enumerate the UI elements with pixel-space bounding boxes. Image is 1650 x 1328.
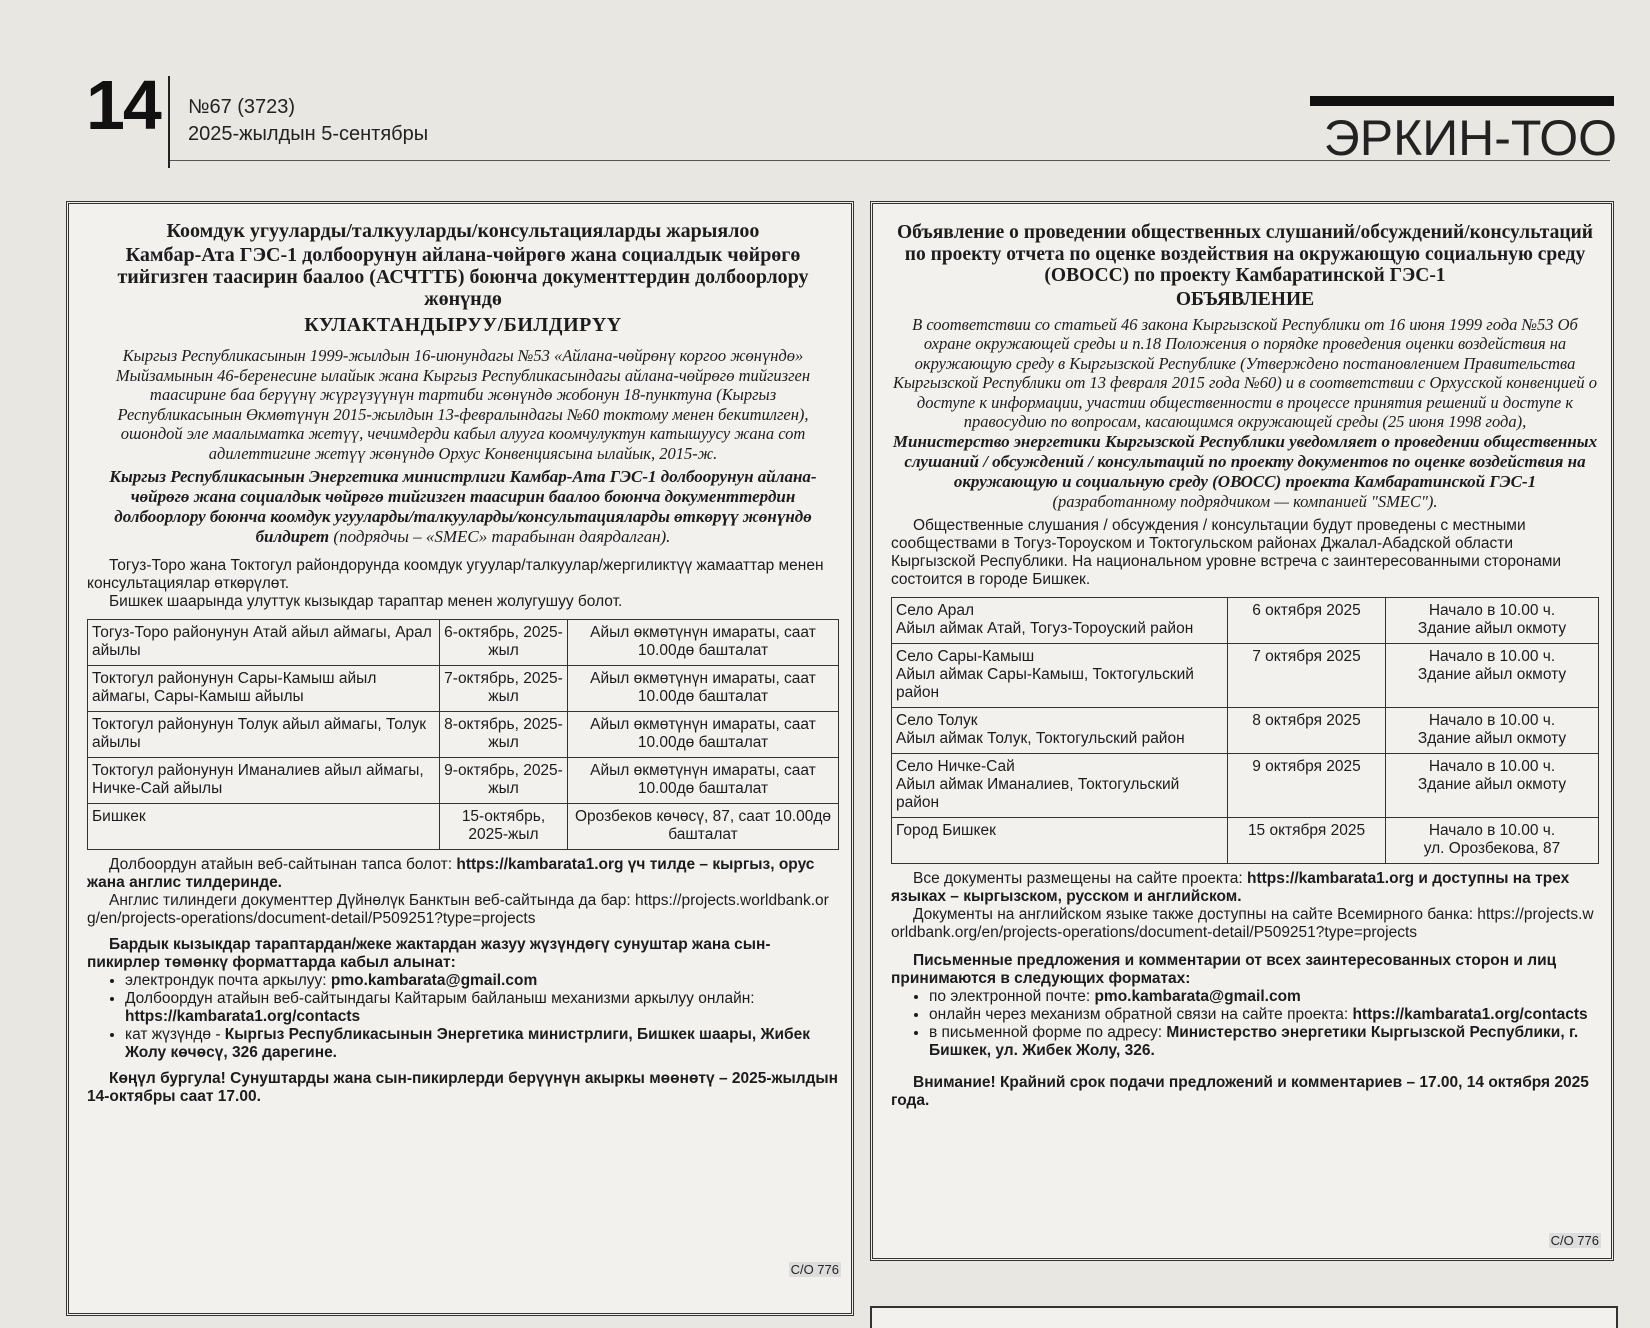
schedule-place: Бишкек — [88, 804, 440, 850]
schedule-venue: Начало в 10.00 ч. Здание айыл окмоту — [1386, 598, 1599, 644]
kg-ministry-text: Кыргыз Республикасынын Энергетика министрлиги Камбар-Ата ГЭС-1 долбоорунун айлана-чөйрөгө жана социалдык чөйрөгө тийгизген таасирин баалоо боюнча документтердин долбоорлору боюнча коомдук угууларды/талкууларды/консультацияларды өткөрүү жөнүндө билдирет — [109, 467, 817, 546]
format-item — [929, 1024, 1599, 1060]
ru-ad-code: С/О 776 — [1550, 1233, 1599, 1248]
kg-proposals-title: Бардык кызыкдар тараптардан/жеке жактардан жазуу жүзүндөгү сунуштар жана сын-пикирлер төмөнкү форматтарда кабыл алынат: — [87, 936, 771, 971]
schedule-place: Токтогул районунун Иманалиев айыл аймагы, Ничке-Сай айылы — [88, 758, 440, 804]
schedule-date: 7 октября 2025 — [1228, 644, 1386, 708]
format-value[interactable]: https://kambarata1.org/contacts — [125, 1008, 361, 1025]
schedule-venue: Орозбеков көчөсү, 87, саат 10.00дө башталат — [568, 804, 839, 850]
issue-number: №67 (3723) — [188, 96, 296, 118]
schedule-date: 6-октябрь, 2025-жыл — [440, 620, 568, 666]
ru-deadline: Внимание! Крайний срок подачи предложений и комментариев – 17.00, 14 октября 2025 года. — [891, 1074, 1589, 1109]
issue-info — [188, 94, 428, 148]
kg-notice-heading: КУЛАКТАНДЫРУУ/БИЛДИРҮҮ — [304, 314, 622, 336]
schedule-date: 15 октября 2025 — [1228, 818, 1386, 864]
kg-para-national: Бишкек шаарында улуттук кызыкдар тараптар менен жолугушуу болот. — [109, 593, 623, 610]
kg-deadline: Көңүл бургула! Сунуштарды жана сын-пикирлерди берүүнүн акыркы мөөнөтү – 2025-жылдын 14-октябры саат 17.00. — [87, 1070, 839, 1105]
ru-title: Объявление о проведении общественных слушаний/обсуждений/консультаций по проекту отчета по оценке воздействия на окружающую социальную среду (ОВОСС) по проекту Камбаратинской ГЭС-1 — [896, 222, 1594, 286]
masthead-bar — [1310, 96, 1614, 106]
ru-contractor: (разработанному подрядчиком — компанией "SMEC"). — [1052, 491, 1438, 511]
format-value: Министерство энергетики Кыргызской Республики, г. Бишкек, ул. Жибек Жолу, 326. — [929, 1024, 1579, 1059]
format-label: онлайн через механизм обратной связи на сайте проекта: — [929, 1006, 1353, 1023]
kg-ministry-statement — [87, 467, 839, 547]
schedule-place: Токтогул районунун Толук айыл аймагы, Толук айылы — [88, 712, 440, 758]
format-label: Долбоордун атайын веб-сайтындагы Кайтарым байланыш механизми аркылуу онлайн: — [125, 990, 755, 1007]
schedule-venue: Айыл өкмөтүнүн имараты, саат 10.00дө башталат — [568, 620, 839, 666]
kg-ad-code: С/О 776 — [790, 1262, 839, 1277]
format-item — [929, 988, 1599, 1006]
kg-schedule-table — [87, 619, 839, 850]
schedule-place: Город Бишкек — [892, 818, 1228, 864]
schedule-row — [892, 818, 1599, 864]
kg-legal-basis: Кыргыз Республикасынын 1999-жылдын 16-июнундагы №53 «Айлана-чөйрөнү коргоо жөнүндө» Мыйзамынын 46-беренесине ылайык жана Кыргыз Республикасындагы айлана-чөйрөгө тийгизген таасирине баа берүүнү жүргүзүүнүн тартиби жөнүндө жобонун 18-пунктуна (Кыргыз Республикасынын Өкмөтүнүн 2015-жылдын 13-февралындагы №60 токтому менен бекитилген), ошондой эле маалыматка жетүү, чечимдерди кабыл алууга коомчулуктун катышуусу жана сот адилеттигине жетүү жөнүндө Орхус Конвенциясына ылайык, 2015-ж. — [115, 346, 811, 463]
ru-ministry-statement: Министерство энергетики Кыргызской Республики уведомляет о проведении общественных слушаний / обсуждений / консультаций по проекту документов по оценке воздействия на окружающую и социальную среду (ОВОСС) проекта Камбаратинской ГЭС-1 — [892, 431, 1598, 491]
kg-site-info — [87, 856, 839, 892]
format-item — [125, 972, 839, 990]
ru-proposals-title: Письменные предложения и комментарии от всех заинтересованных сторон и лиц принимаются в следующих форматах: — [891, 952, 1557, 987]
kg-contractor: (подрядчы – «SMEC» тарабынан даярдалган). — [333, 527, 671, 546]
ru-site-link[interactable]: https://kambarata1.org и доступны на трех языках – кыргызском, русском и английском. — [891, 870, 1570, 905]
schedule-venue: Начало в 10.00 ч. Здание айыл окмоту — [1386, 708, 1599, 754]
kg-site-prefix: Долбоордун атайын веб-сайтынан тапса болот: — [109, 856, 457, 873]
schedule-date: 7-октябрь, 2025-жыл — [440, 666, 568, 712]
kg-formats-list — [87, 972, 839, 1062]
schedule-row — [88, 804, 839, 850]
schedule-date: 9-октябрь, 2025-жыл — [440, 758, 568, 804]
format-label: кат жүзүндө - — [125, 1026, 225, 1043]
page-number: 14 — [86, 66, 160, 144]
format-label: в письменной форме по адресу: — [929, 1024, 1167, 1041]
masthead: ЭРКИН-ТОО — [1323, 110, 1617, 166]
schedule-row — [88, 758, 839, 804]
kg-site-link[interactable]: https://kambarata1.org үч тилде – кыргыз, орус жана англис тилдеринде. — [87, 856, 815, 891]
format-label: электрондук почта аркылуу: — [125, 972, 331, 989]
schedule-row — [892, 708, 1599, 754]
format-item — [929, 1006, 1599, 1024]
format-value[interactable]: pmo.kambarata@gmail.com — [330, 972, 538, 989]
schedule-venue: Айыл өкмөтүнүн имараты, саат 10.00дө башталат — [568, 758, 839, 804]
schedule-venue: Начало в 10.00 ч. ул. Орозбекова, 87 — [1386, 818, 1599, 864]
format-label: по электронной почте: — [929, 988, 1095, 1005]
format-value: Кыргыз Республикасынын Энергетика министрлиги, Бишкек шаары, Жибек Жолу көчөсү, 326 дарегине. — [125, 1026, 810, 1061]
ru-para-hearings: Общественные слушания / обсуждения / консультации будут проведены с местными сообществами в Тогуз-Тороуском и Токтогульском районах Джалал-Абадской области Кыргызской Республики. На национальном уровне встреча с заинтересованными сторонами состоится в городе Бишкек. — [891, 517, 1562, 588]
announcement-russian — [870, 201, 1614, 1261]
issue-date: 2025-жылдын 5-сентябры — [188, 123, 429, 145]
schedule-row — [88, 620, 839, 666]
schedule-row — [892, 754, 1599, 818]
announcement-kyrgyz — [66, 201, 854, 1316]
schedule-venue: Начало в 10.00 ч. Здание айыл окмоту — [1386, 644, 1599, 708]
format-value[interactable]: https://kambarata1.org/contacts — [1352, 1006, 1588, 1023]
schedule-place: Село Сары-Камыш Айыл аймак Сары-Камыш, Токтогульский район — [892, 644, 1228, 708]
schedule-place: Село Толук Айыл аймак Толук, Токтогульский район — [892, 708, 1228, 754]
schedule-place: Село Арал Айыл аймак Атай, Тогуз-Тороуский район — [892, 598, 1228, 644]
schedule-date: 8-октябрь, 2025-жыл — [440, 712, 568, 758]
ru-legal-basis: В соответствии со статьей 46 закона Кыргызской Республики от 16 июня 1999 года №53 Об охране окружающей среды и п.18 Положения о порядке проведения оценки воздействия на окружающую среду в Кыргызской Республике (Утверждено постановлением Правительства Кыргызской Республики от 13 февраля 2015 года №60) и в соответствии с Орхусской конвенцией о доступе к информации, участии общественности в процессе принятия решений и доступе к правосудию по вопросам, касающимся окружающей среды (25 июня 1998 года), — [893, 314, 1597, 431]
kg-worldbank-info: Англис тилиндеги документтер Дүйнөлүк Банктын веб-сайтында да бар: https://projects.worldbank.org/en/projects-operations/document-detail/P509251?type=projects — [87, 892, 829, 927]
format-item — [125, 990, 839, 1026]
format-value[interactable]: pmo.kambarata@gmail.com — [1094, 988, 1301, 1005]
ru-formats-list — [891, 988, 1599, 1060]
ru-site-prefix: Все документы размещены на сайте проекта: — [913, 870, 1247, 887]
ru-site-info — [891, 870, 1599, 906]
schedule-venue: Айыл өкмөтүнүн имараты, саат 10.00дө башталат — [568, 666, 839, 712]
format-item — [125, 1026, 839, 1062]
schedule-date: 15-октябрь, 2025-жыл — [440, 804, 568, 850]
schedule-row — [892, 644, 1599, 708]
schedule-venue: Начало в 10.00 ч. Здание айыл окмоту — [1386, 754, 1599, 818]
schedule-place: Токтогул районунун Сары-Камыш айыл аймагы, Сары-Камыш айылы — [88, 666, 440, 712]
schedule-row — [88, 712, 839, 758]
schedule-place: Село Ничке-Сай Айыл аймак Иманалиев, Токтогульский район — [892, 754, 1228, 818]
next-ad-edge — [870, 1306, 1618, 1328]
schedule-row — [88, 666, 839, 712]
schedule-date: 8 октября 2025 — [1228, 708, 1386, 754]
ru-schedule-table — [891, 597, 1599, 864]
schedule-venue: Айыл өкмөтүнүн имараты, саат 10.00дө башталат — [568, 712, 839, 758]
schedule-date: 9 октября 2025 — [1228, 754, 1386, 818]
schedule-row — [892, 598, 1599, 644]
kg-title: Коомдук угууларды/талкууларды/консультацияларды жарыялоо — [166, 220, 760, 242]
header-divider — [168, 76, 170, 168]
ru-worldbank-info: Документы на английском языке также доступны на сайте Всемирного банка: https://projects.worldbank.org/en/projects-operations/document-detail/P509251?type=projects — [891, 906, 1594, 941]
kg-subtitle: Камбар-Ата ГЭС-1 долбоорунун айлана-чөйрөгө жана социалдык чөйрөгө тийгизген таасирин баалоо (АСЧТТБ) боюнча документтердин долбоорлору жөнүндө — [117, 244, 809, 310]
schedule-date: 6 октября 2025 — [1228, 598, 1386, 644]
schedule-place: Тогуз-Торо районунун Атай айыл аймагы, Арал айылы — [88, 620, 440, 666]
kg-para-local: Тогуз-Торо жана Токтогул райондорунда коомдук угуулар/талкуулар/жергиликтүү жамааттар менен консультациялар өткөрүлөт. — [87, 557, 824, 592]
ru-notice-heading: ОБЪЯВЛЕНИЕ — [1175, 288, 1315, 310]
